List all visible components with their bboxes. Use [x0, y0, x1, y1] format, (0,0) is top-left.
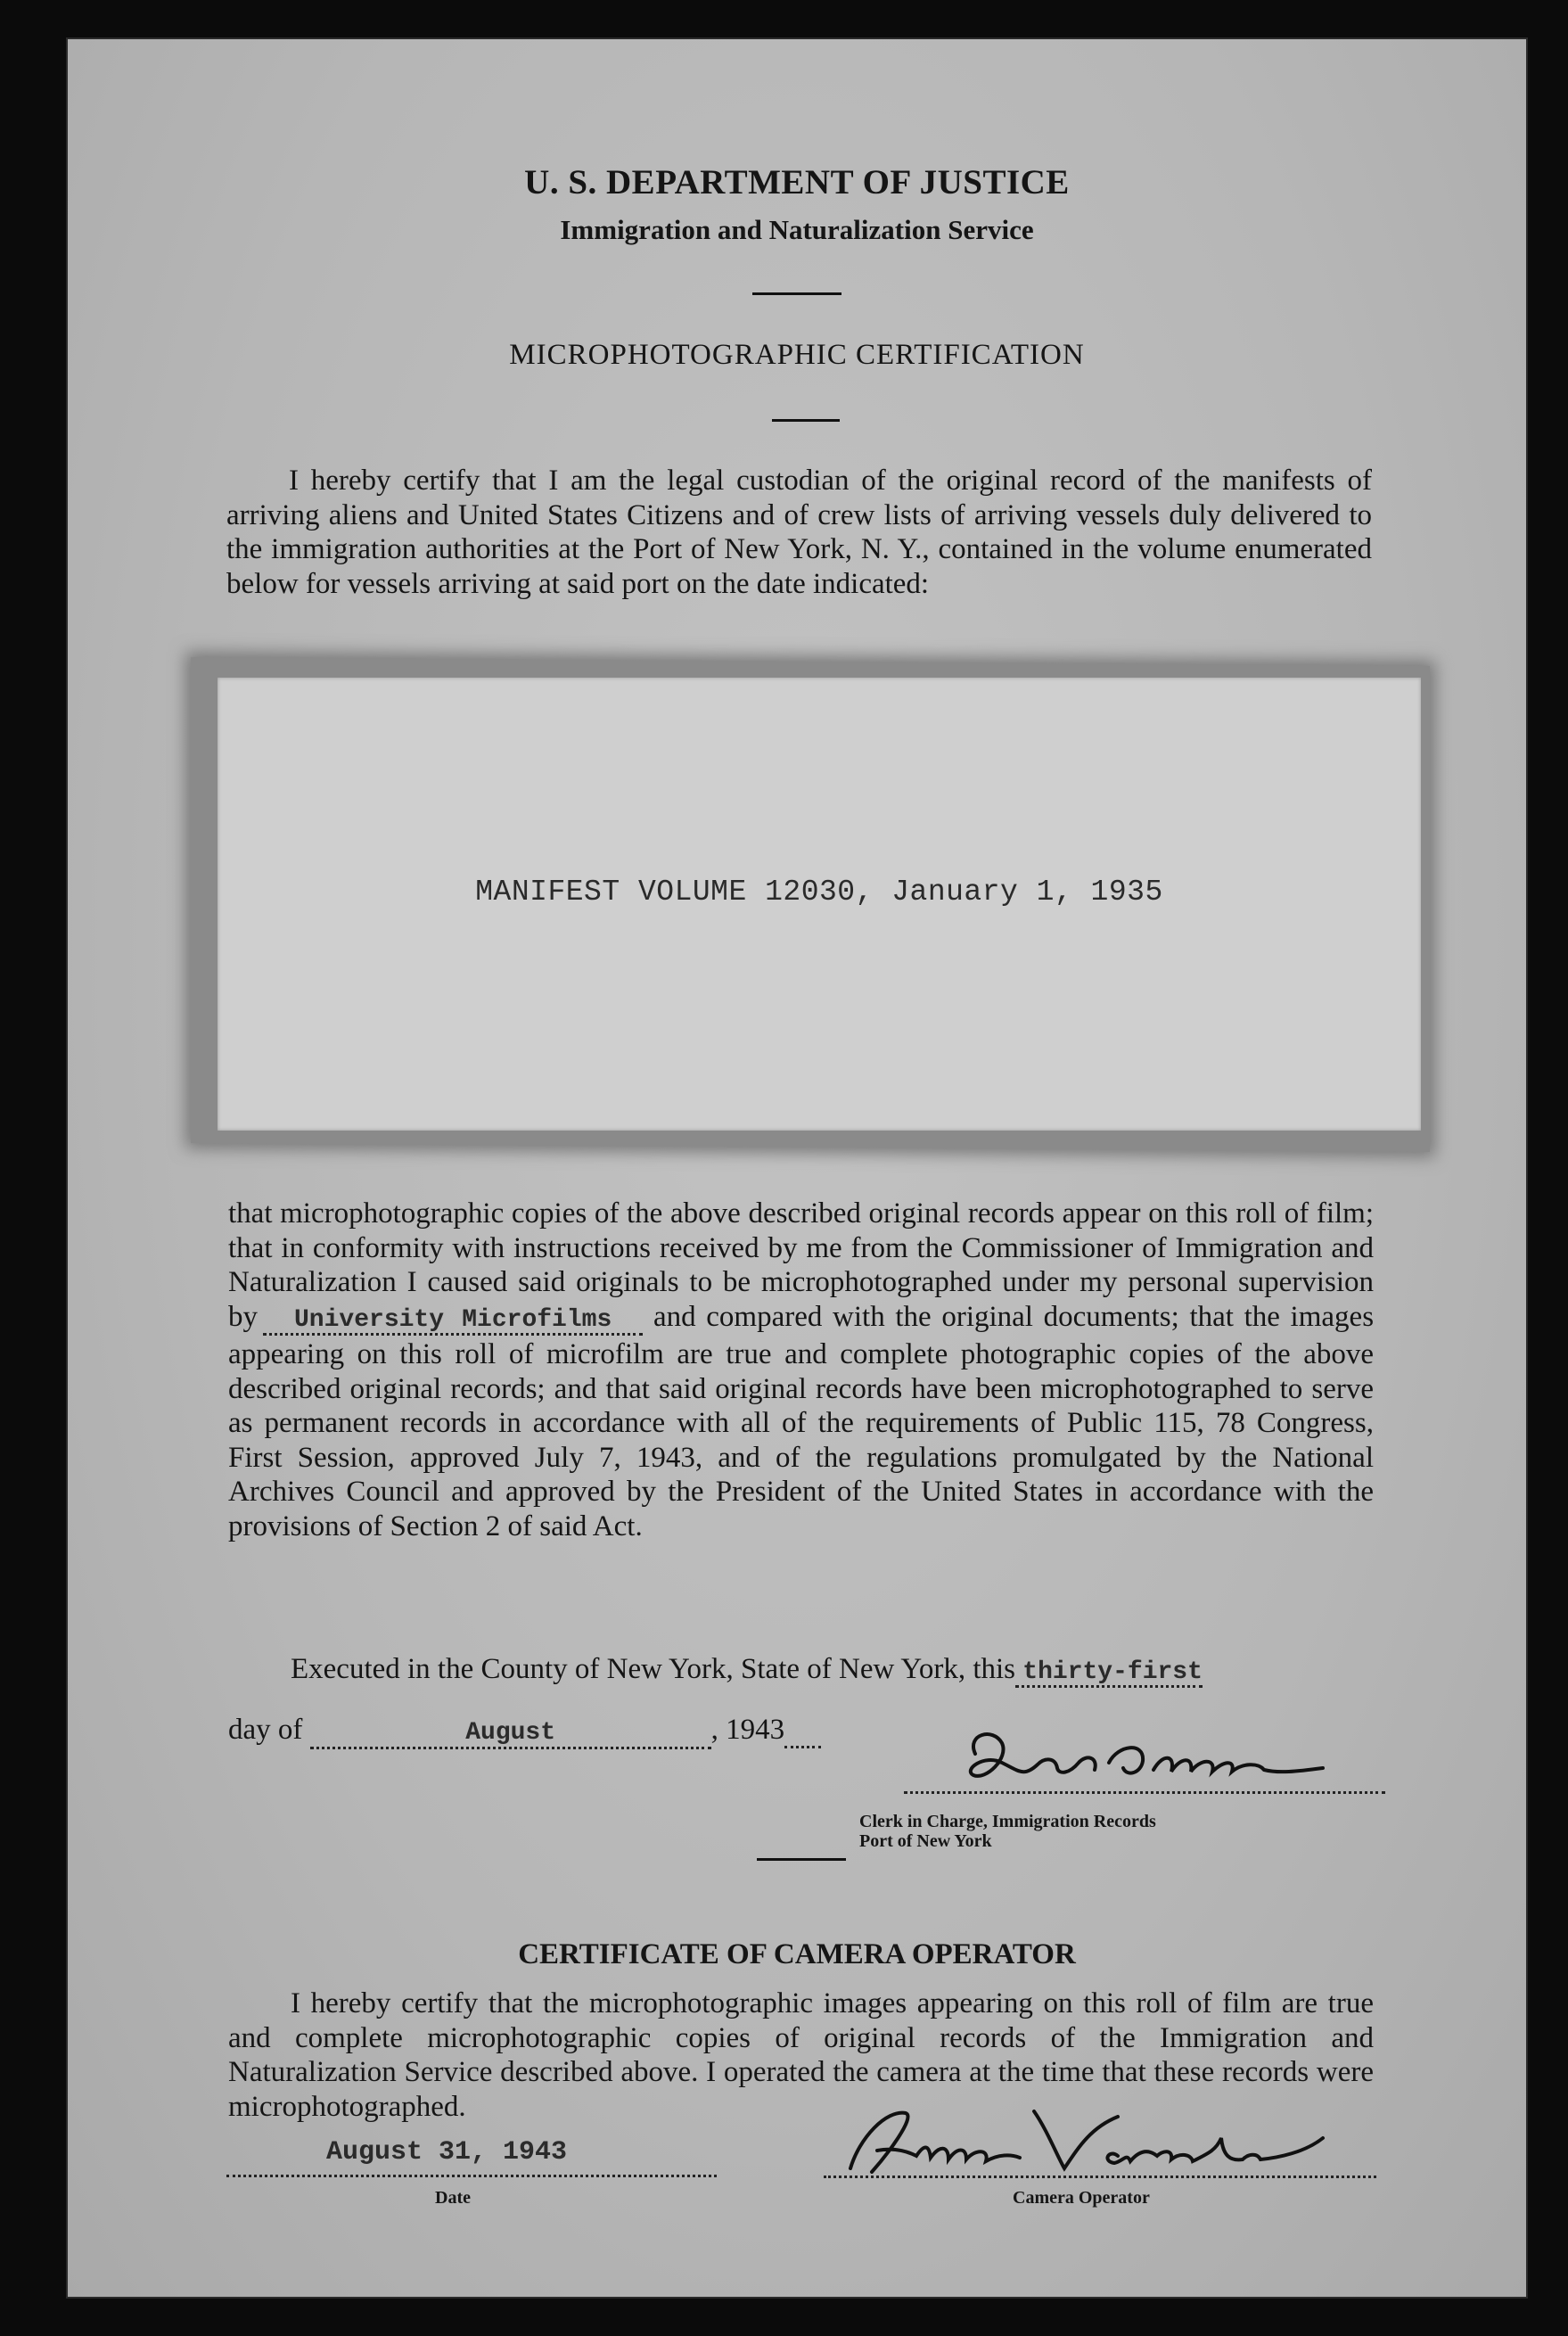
camera-operator-signature: [824, 2102, 1376, 2183]
custodian-statement: I hereby certify that I am the legal custodian of the original record of the manifests of arriving aliens and United States Citizens and of crew lists of arriving vessels duly delivered to the immigration authorities at the Port of New York, N. Y., contained in the volume enumerated below for vessels arriving at said port on the date indicated:: [226, 465, 1372, 600]
department-heading: U. S. DEPARTMENT OF JUSTICE: [524, 163, 1070, 202]
volume-slip: [218, 678, 1421, 1131]
divider-rule: [772, 419, 840, 422]
day-of-line: day of August , 1943: [228, 1714, 821, 1749]
executed-day: thirty-first: [1022, 1658, 1203, 1686]
manifest-volume-text: MANIFEST VOLUME 12030, January 1, 1935: [475, 876, 1163, 909]
certification-body: that microphotographic copies of the above described original records appear on this roll of film; that in conformity with instructions received by me from the Commissioner of Immigration and Naturalization I caused said originals to be microphotographed under my personal supervision by University Microfilms and compared with the original documents; that the images appearing on this roll of microfilm are true and complete photographic copies of the above described original records; and that said original records have been microphotographed to serve as permanent records in accordance with all of the requirements of Public 115, 78 Congress, First Session, approved July 7, 1943, and of the regulations promulgated by the National Archives Council and approved by the President of the United States in accordance with the provisions of Section 2 of said Act.: [228, 1197, 1375, 1542]
divider-rule: [752, 292, 841, 295]
date-label: Date: [435, 2188, 471, 2208]
clerk-signature: [904, 1718, 1385, 1798]
camera-certificate-title: CERTIFICATE OF CAMERA OPERATOR: [518, 1938, 1076, 1970]
month-value: August: [465, 1719, 556, 1747]
microfilmer-name: University Microfilms: [294, 1305, 612, 1334]
camera-operator-label: Camera Operator: [1013, 2188, 1150, 2208]
certification-title: MICROPHOTOGRAPHIC CERTIFICATION: [509, 339, 1085, 371]
date-value: August 31, 1943: [326, 2137, 568, 2167]
divider-rule: [757, 1858, 846, 1861]
service-subheading: Immigration and Naturalization Service: [560, 214, 1034, 245]
year-value: 1943: [726, 1714, 785, 1746]
clerk-title: Clerk in Charge, Immigration Records Port of New York: [859, 1812, 1156, 1851]
camera-statement: I hereby certify that the microphotographic images appearing on this roll of film are true and complete microphotographic copies of original records of the Immigration and Naturalization Service described above. I operated the camera at the time that these records were microphotographed.: [228, 1987, 1374, 2123]
date-field: [226, 2137, 717, 2182]
executed-line: Executed in the County of New York, State of New York, this thirty-first: [291, 1653, 1203, 1686]
certificate-page: [66, 37, 1528, 2299]
